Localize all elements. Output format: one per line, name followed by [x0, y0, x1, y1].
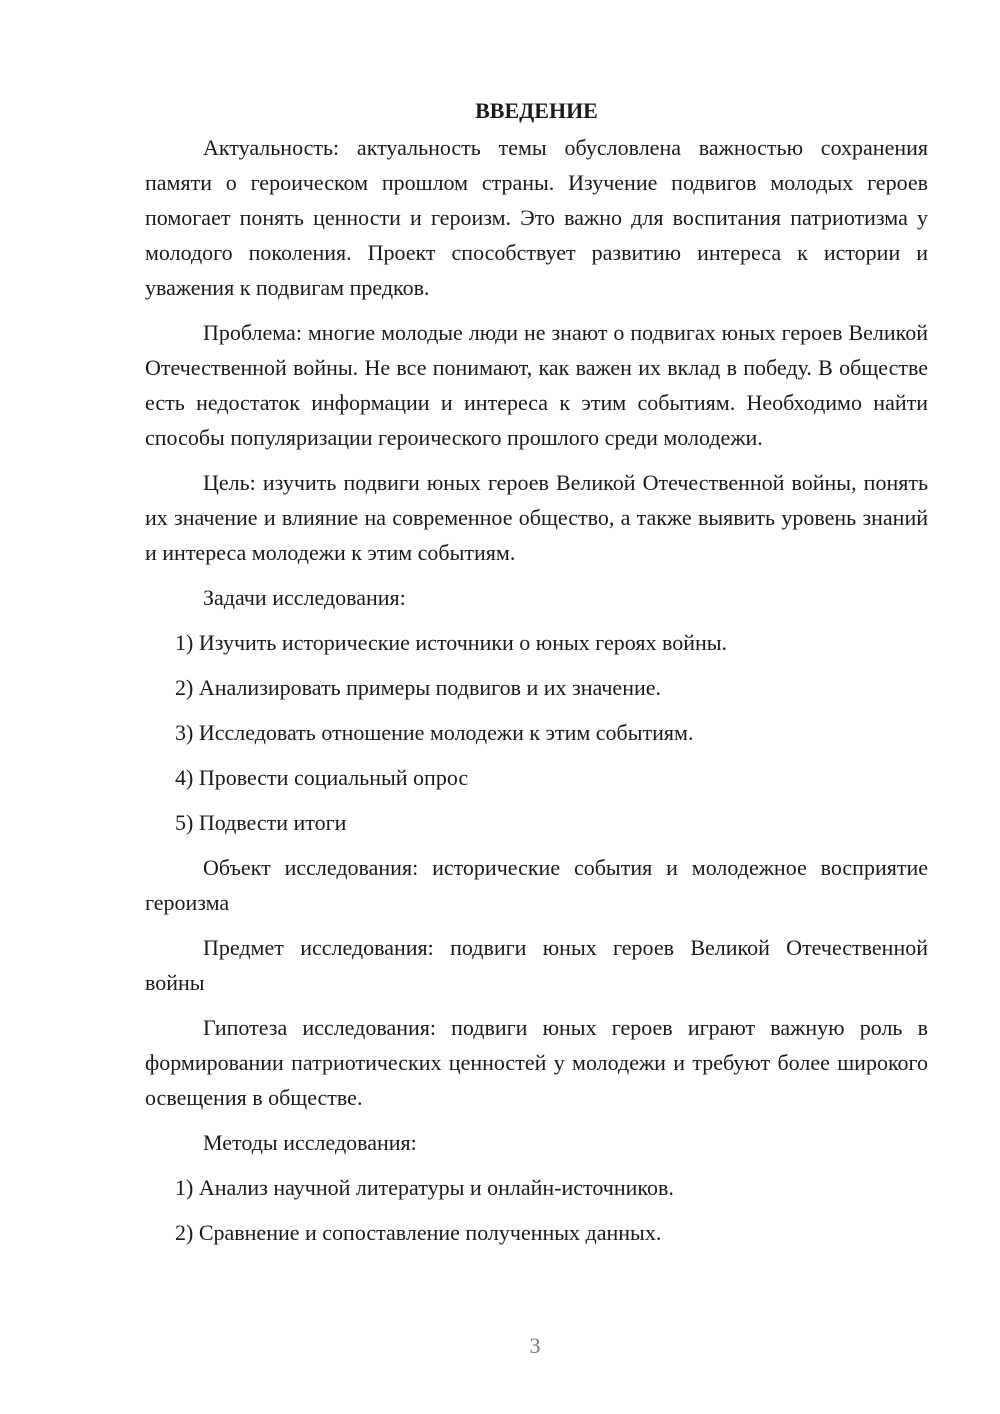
object-paragraph: Объект исследования: исторические события и молодежное восприятие героизма: [145, 855, 928, 915]
task-item: 5) Подвести итоги: [175, 810, 347, 835]
methods-heading: Методы исследования:: [203, 1130, 417, 1155]
task-item: 1) Изучить исторические источники о юных героях войны.: [175, 630, 728, 655]
page-title: ВВЕДЕНИЕ: [475, 98, 598, 123]
methods-list: [145, 1170, 928, 1250]
page-number: 3: [529, 1333, 541, 1358]
tasks-list: [145, 625, 928, 840]
relevance-paragraph: Актуальность: актуальность темы обусловлена важностью сохранения памяти о героическом прошлом страны. Изучение подвигов молодых героев помогает понять ценности и героизм. Это важно для воспитания патриотизма у молодого поколения. Проект способствует развитию интереса к истории и уважения к подвигам предков.: [145, 135, 928, 300]
goal-paragraph: Цель: изучить подвиги юных героев Великой Отечественной войны, понять их значение и влияние на современное общество, а также выявить уровень знаний и интереса молодежи к этим событиям.: [145, 470, 928, 565]
problem-paragraph: Проблема: многие молодые люди не знают о подвигах юных героев Великой Отечественной войны. Не все понимают, как важен их вклад в победу. В обществе есть недостаток информации и интереса к этим событиям. Необходимо найти способы популяризации героического прошлого среди молодежи.: [145, 320, 928, 450]
method-item: 1) Анализ научной литературы и онлайн-источников.: [175, 1175, 674, 1200]
task-item: 4) Провести социальный опрос: [175, 765, 469, 790]
hypothesis-paragraph: Гипотеза исследования: подвиги юных героев играют важную роль в формировании патриотических ценностей у молодежи и требуют более широкого освещения в обществе.: [145, 1015, 928, 1110]
task-item: 2) Анализировать примеры подвигов и их значение.: [175, 675, 662, 700]
tasks-heading: Задачи исследования:: [203, 585, 406, 610]
task-item: 3) Исследовать отношение молодежи к этим событиям.: [175, 720, 694, 745]
method-item: 2) Сравнение и сопоставление полученных данных.: [175, 1220, 662, 1245]
document-page: [145, 96, 928, 1260]
subject-paragraph: Предмет исследования: подвиги юных героев Великой Отечественной войны: [145, 935, 928, 995]
